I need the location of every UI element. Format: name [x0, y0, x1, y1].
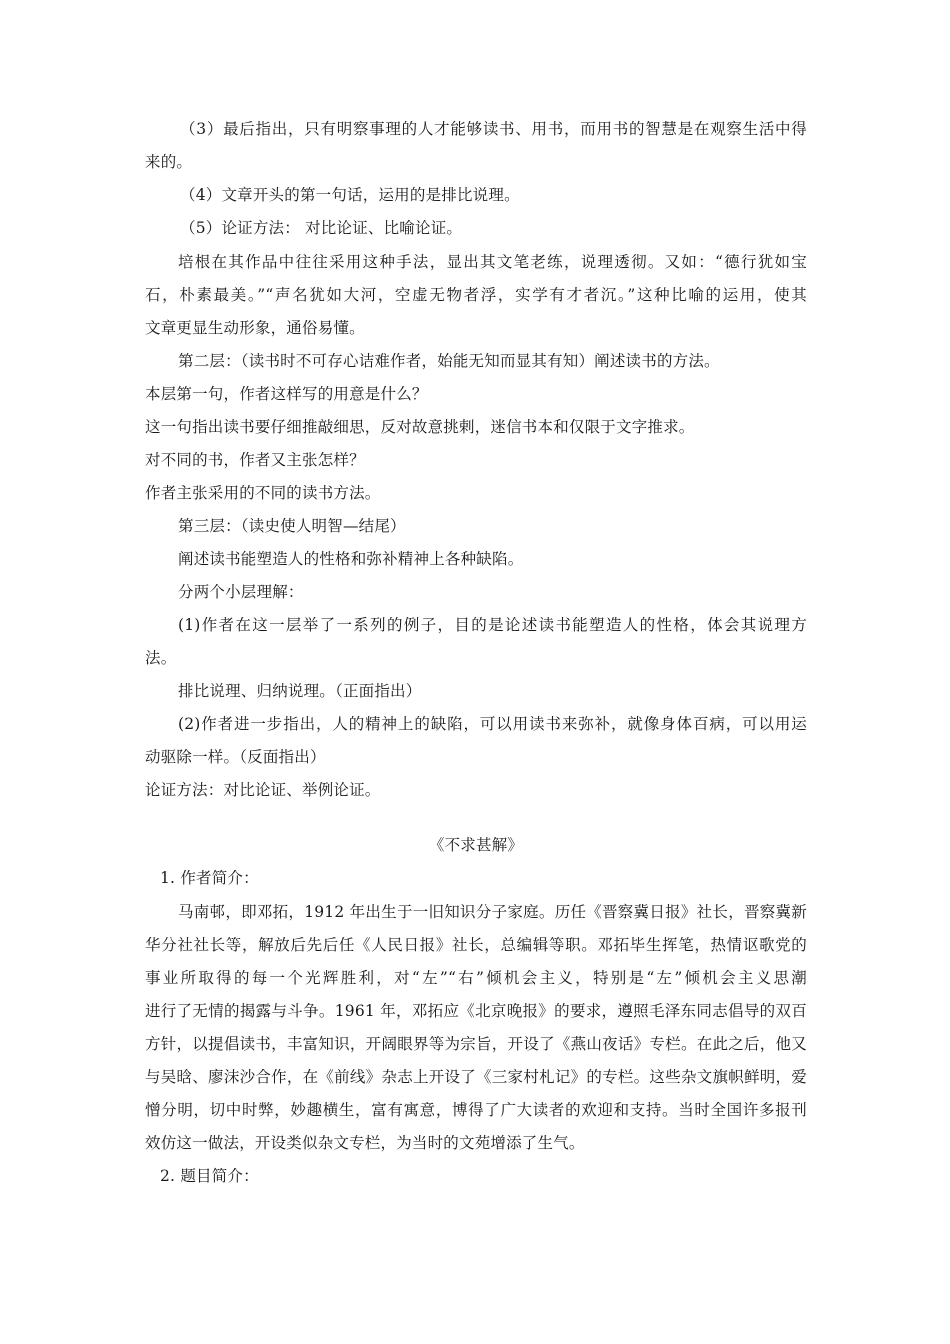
paragraph-line: 法。	[145, 649, 177, 667]
paragraph-line: 效仿这一做法，开设类似杂文专栏，为当时的文苑增添了生气。	[145, 1134, 585, 1152]
paragraph-line: 来的。	[145, 153, 193, 171]
paragraph-line: （4）文章开头的第一句话，运用的是排比说理。	[180, 186, 520, 204]
paragraph-line: （5）论证方法： 对比论证、比喻论证。	[180, 219, 463, 237]
paragraph-line: 石，朴素最美。”“声名犹如大河，空虚无物者浮，实学有才者沉。”这种比喻的运用，使其	[145, 286, 807, 304]
paragraph-line: 本层第一句，作者这样写的用意是什么？	[145, 385, 428, 403]
section-heading: 2. 题目简介：	[160, 1167, 259, 1185]
paragraph-line: 文章更显生动形象，通俗易懂。	[145, 319, 365, 337]
paragraph-line: 华分社社长等，解放后先后任《人民日报》社长，总编辑等职。邓拓毕生挥笔，热情讴歌党的	[145, 936, 807, 954]
paragraph-line: 事业所取得的每一个光辉胜利，对“左”“右”倾机会主义，特别是“左”倾机会主义思潮	[145, 969, 807, 987]
section-heading: 1. 作者简介：	[160, 869, 259, 887]
paragraph-line: 作者主张采用的不同的读书方法。	[145, 484, 381, 502]
paragraph-line: 与吴晗、廖沫沙合作，在《前线》杂志上开设了《三家村札记》的专栏。这些杂文旗帜鲜明，爱	[145, 1068, 807, 1086]
section-heading: 第二层：（读书时不可存心诘难作者，始能无知而显其有知）阐述读书的方法。	[178, 352, 720, 370]
section-heading: 第三层：（读史使人明智—结尾）	[178, 517, 406, 535]
paragraph-line: 对不同的书，作者又主张怎样？	[145, 451, 365, 469]
paragraph-line: 马南邨，即邓拓，1912 年出生于一旧知识分子家庭。历任《晋察冀日报》社长，晋察冀新	[178, 903, 807, 921]
paragraph-line: (2)作者进一步指出，人的精神上的缺陷，可以用读书来弥补，就像身体百病，可以用运	[178, 715, 807, 733]
paragraph-line: 进行了无情的揭露与斗争。1961 年，邓拓应《北京晚报》的要求，遵照毛泽东同志倡导的双百	[145, 1002, 807, 1020]
paragraph-line: 论证方法：对比论证、举例论证。	[145, 781, 381, 799]
paragraph-line: 分两个小层理解：	[178, 583, 304, 601]
paragraph-line: 排比说理、归纳说理。（正面指出）	[178, 682, 422, 700]
paragraph-line: 方针，以提倡读书，丰富知识，开阔眼界等为宗旨，开设了《燕山夜话》专栏。在此之后，他又	[145, 1035, 807, 1053]
paragraph-line: 憎分明，切中时弊，妙趣横生，富有寓意，博得了广大读者的欢迎和支持。当时全国许多报刊	[145, 1101, 807, 1119]
article-title: 《不求甚解》	[428, 836, 524, 854]
paragraph-line: 培根在其作品中往往采用这种手法，显出其文笔老练，说理透彻。又如：“德行犹如宝	[178, 253, 807, 271]
paragraph-line: （3）最后指出，只有明察事理的人才能够读书、用书，而用书的智慧是在观察生活中得	[180, 120, 807, 138]
paragraph-line: 动驱除一样。（反面指出）	[145, 748, 326, 766]
paragraph-line: 这一句指出读书要仔细推敲细思，反对故意挑剌，迷信书本和仅限于文字推求。	[145, 418, 695, 436]
paragraph-line: (1)作者在这一层举了一系列的例子，目的是论述读书能塑造人的性格，体会其说理方	[178, 616, 807, 634]
paragraph-line: 阐述读书能塑造人的性格和弥补精神上各种缺陷。	[178, 550, 524, 568]
